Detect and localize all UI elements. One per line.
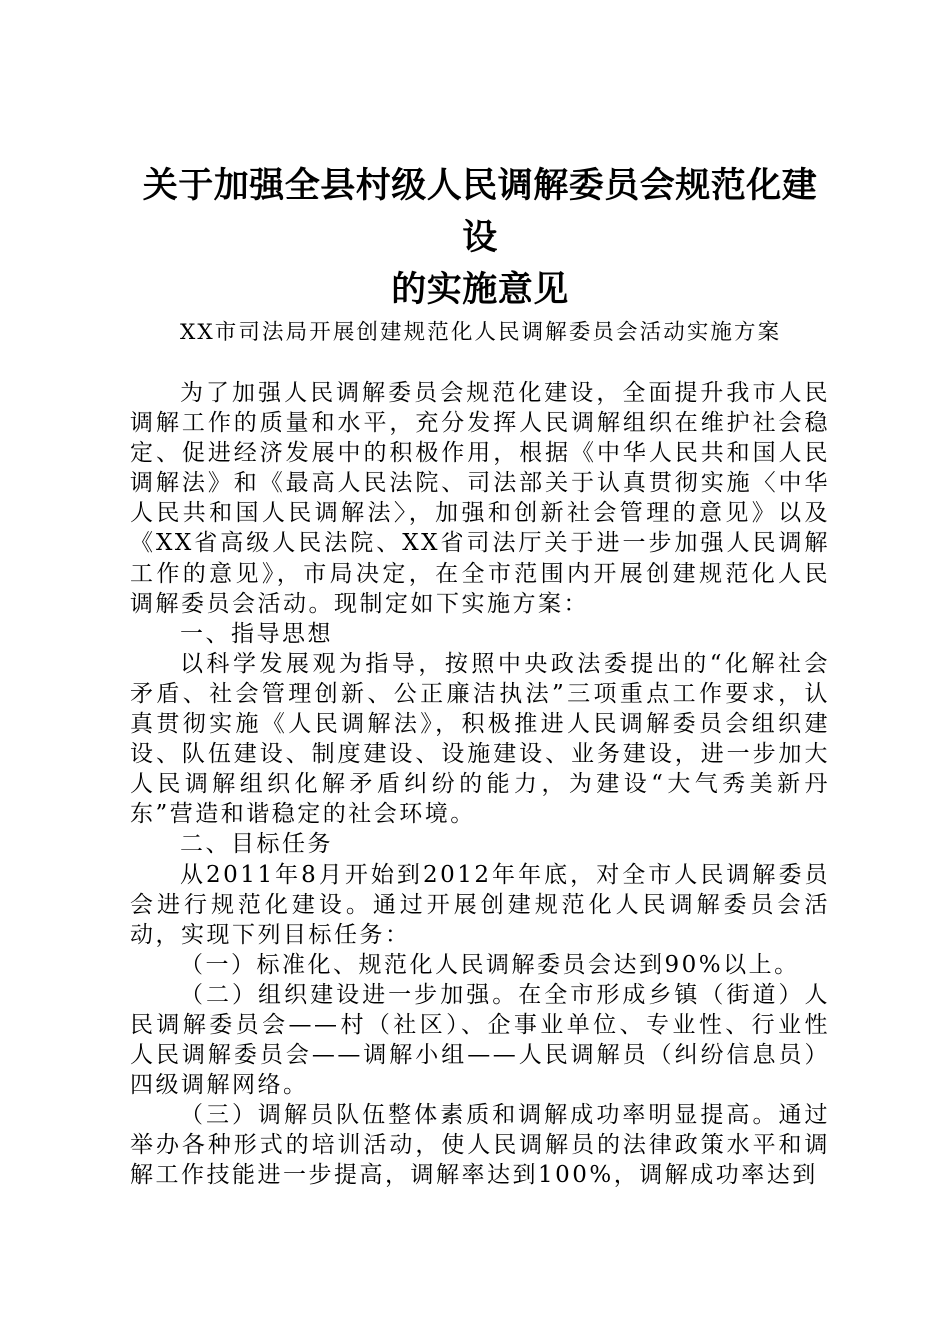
goals-paragraph: 从2011年8月开始到2012年年底，对全市人民调解委员会进行规范化建设。通过开展创建规范化人民调解委员会活动，实现下列目标任务： <box>130 861 830 948</box>
goal-item-3: （三）调解员队伍整体素质和调解成功率明显提高。通过举办各种形式的培训活动，使人民调解员的法律政策水平和调解工作技能进一步提高，调解率达到100%，调解成功率达到 <box>130 1102 830 1189</box>
goal-item-2: （二）组织建设进一步加强。在全市形成乡镇（街道）人民调解委员会——村（社区）、企事业单位、专业性、行业性人民调解委员会——调解小组——人民调解员（纠纷信息员）四级调解网络。 <box>130 981 830 1099</box>
section-heading-goals: 二、目标任务 <box>180 831 333 858</box>
intro-paragraph: 为了加强人民调解委员会规范化建设，全面提升我市人民调解工作的质量和水平，充分发挥人民调解组织在维护社会稳定、促进经济发展中的积极作用，根据《中华人民共和国人民调解法》和《最高人民法院、司法部关于认真贯彻实施〈中华人民共和国人民调解法〉，加强和创新社会管理的意见》以及《XX省高级人民法院、XX省司法厅关于进一步加强人民调解工作的意见》，市局决定，在全市范围内开展创建规范化人民调解委员会活动。现制定如下实施方案： <box>130 380 830 617</box>
document-page <box>130 160 830 1191</box>
document-subtitle: XX市司法局开展创建规范化人民调解委员会活动实施方案 <box>180 320 782 345</box>
title-line-2: 的实施意见 <box>391 270 569 310</box>
goal-item-1: （一）标准化、规范化人民调解委员会达到90%以上。 <box>180 951 800 978</box>
spacer <box>130 348 830 378</box>
document-body <box>130 378 830 1191</box>
guiding-ideology-paragraph: 以科学发展观为指导，按照中央政法委提出的“化解社会矛盾、社会管理创新、公正廉洁执法”三项重点工作要求，认真贯彻实施《人民调解法》，积极推进人民调解委员会组织建设、队伍建设、制度建设、设施建设、业务建设，进一步加大人民调解组织化解矛盾纠纷的能力，为建设“大气秀美新丹东”营造和谐稳定的社会环境。 <box>130 650 830 828</box>
section-heading-guiding-ideology: 一、指导思想 <box>180 620 333 647</box>
title-line-1: 关于加强全县村级人民调解委员会规范化建设 <box>142 166 818 258</box>
document-title <box>130 160 830 316</box>
